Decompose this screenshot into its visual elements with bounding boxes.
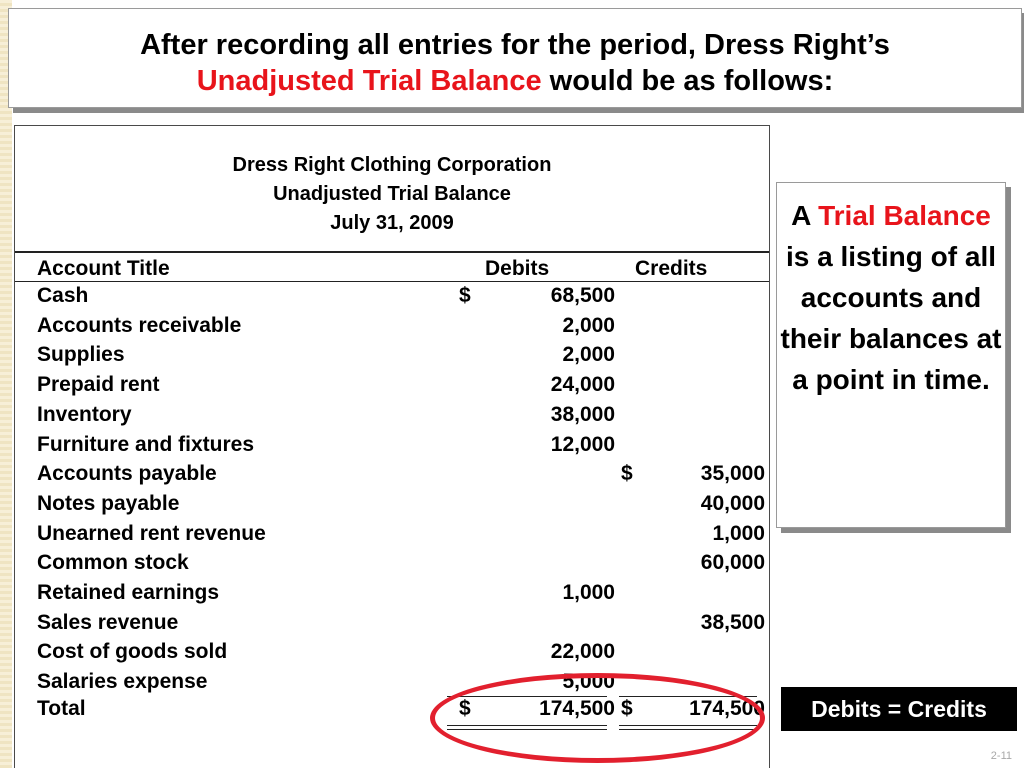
credit-cell: 60,000 [700,551,765,575]
column-header-debits: Debits [485,257,550,280]
total-credit-sign: $ [621,697,633,720]
table-row [37,462,765,492]
table-row [37,373,747,403]
debit-cell: 1,000 [562,581,615,604]
decorative-left-strip [0,0,12,768]
account-title-cell: Furniture and fixtures [37,432,255,456]
debit-cell: 24,000 [550,373,615,397]
account-title-cell: Unearned rent revenue [37,521,266,545]
table-row [37,433,747,463]
definition-box [776,182,1006,528]
account-title-cell: Retained earnings [37,581,220,604]
table-row [37,284,747,314]
account-title-cell: Accounts payable [37,462,217,486]
account-title-cell: Inventory [37,402,132,426]
statement-date: July 31, 2009 [330,212,454,234]
table-row [37,491,765,522]
debit-cell: 38,000 [550,402,615,426]
column-header-credits: Credits [635,257,708,280]
total-debit-sign: $ [459,697,471,720]
account-title-cell: Cost of goods sold [37,640,228,664]
credit-cell: 35,000 [700,462,765,486]
account-title-cell: Sales revenue [37,610,179,634]
trial-balance-panel [14,125,770,768]
credit-sign-cell: $ [621,462,633,486]
slide-title-line1: After recording all entries for the period, Dress Right’s [140,29,890,61]
credit-cell: 40,000 [700,491,765,515]
table-row [37,521,765,552]
table-row [37,403,747,433]
account-title-cell: Accounts receivable [37,313,242,337]
table-row [37,610,765,641]
slide-title-highlight: Unadjusted Trial Balance [196,65,542,97]
total-credit: 174,500 [689,697,765,720]
account-title-cell: Notes payable [37,491,180,515]
account-title-cell: Salaries expense [37,670,208,694]
slide-title-box [8,8,1022,108]
statement-name: Unadjusted Trial Balance [273,183,511,205]
totals-highlight-circle [430,673,765,763]
definition-text: is a listing of all accounts and their balances at a point in time. [780,241,1002,395]
column-headers [37,257,747,287]
debits-equal-credits-label: Debits = Credits [781,687,1017,731]
company-name: Dress Right Clothing Corporation [232,154,552,176]
table-row [37,640,747,670]
table-row [37,581,747,611]
slide-number: 2-11 [990,750,1012,762]
credit-cell: 38,500 [700,610,765,634]
total-label: Total [37,697,86,720]
table-row [37,343,747,373]
account-title-cell: Supplies [37,343,125,367]
credit-cell: 1,000 [712,521,765,545]
debit-sign-cell: $ [459,284,471,307]
slide-title-rest: would be as follows: [541,65,834,97]
account-title-cell: Common stock [37,551,189,575]
debit-cell: 2,000 [562,313,615,337]
table-row [37,314,747,344]
debit-cell: 2,000 [562,343,615,367]
debit-cell: 12,000 [550,432,615,456]
total-debit: 174,500 [539,697,615,720]
header-rule [15,251,769,253]
debit-cell: 22,000 [550,640,615,664]
debit-cell: 5,000 [562,670,615,694]
definition-word-a: A [791,200,811,231]
slide-title-line2 [9,63,1021,99]
table-row [37,551,765,581]
debit-cell: 68,500 [550,284,615,307]
definition-term: Trial Balance [818,200,991,231]
column-header-rule [15,281,769,282]
account-title-cell: Prepaid rent [37,373,160,397]
account-title-cell: Cash [37,284,89,307]
column-header-account: Account Title [37,257,170,280]
